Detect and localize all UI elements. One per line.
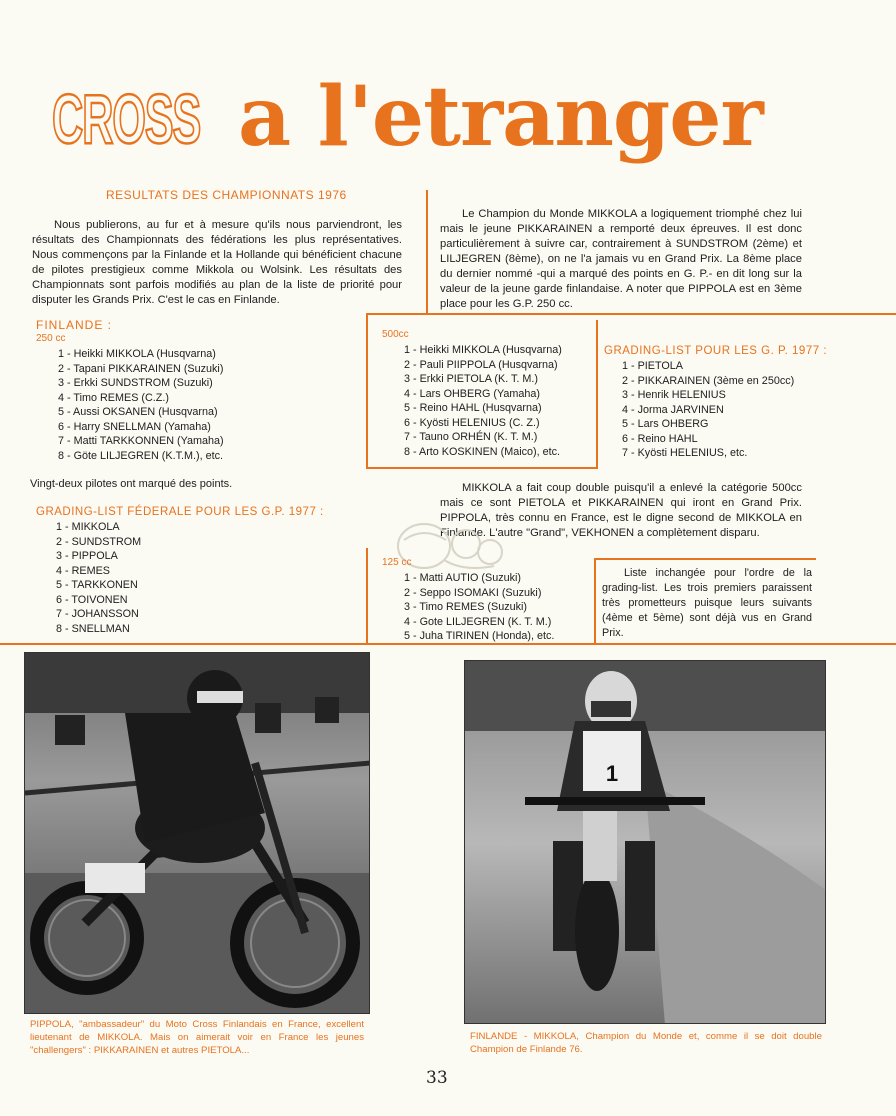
result-250-item: 5 - Aussi OKSANEN (Husqvarna) xyxy=(58,406,218,418)
grading-federale-item: 4 - REMES xyxy=(56,564,110,577)
result-250-item: 6 - Harry SNELLMAN (Yamaha) xyxy=(58,420,211,433)
result-125-item: 5 - Juha TIRINEN (Honda), etc. xyxy=(404,630,555,642)
result-500-item: 3 - Erkki PIETOLA (K. T. M.) xyxy=(404,373,538,385)
grading-1977-list xyxy=(622,359,794,461)
result-250-item: 2 - Tapani PIKKARAINEN (Suzuki) xyxy=(58,362,224,375)
result-125-item: 2 - Seppo ISOMAKI (Suzuki) xyxy=(404,586,542,599)
grading-federale-item: 8 - SNELLMAN xyxy=(56,622,130,635)
liste-box-top-rule xyxy=(596,558,816,560)
liste-paragraph: Liste inchangée pour l'ordre de la grading-list. Les trois premiers paraissent très prometteurs puisque leurs suivants (4ème et 5ème) sont déjà vus en Grand Prix. xyxy=(602,567,812,639)
rider-bib-number: 1 xyxy=(605,761,619,786)
champion-paragraph: Le Champion du Monde MIKKOLA a logiquement triomphé chez lui mais le jeune PIKKARAINEN a remporté deux épreuves. Il est donc particulièrement à suivre car, contrairement à SUNDSTROM (2ème) et LILJEGREN (8ème), on ne l'a jamais vu en Grand Prix. La 8ème place du dernier nommé -qui a marqué des points en G. P.- en dit long sur la valeur de la jeune garde finlandaise. A noter que PIPPOLA est en 3ème place pour les G.P. 250 cc. xyxy=(440,208,802,310)
result-500-item: 7 - Tauno ORHÉN (K. T. M.) xyxy=(404,431,538,443)
result-250-item: 4 - Timo REMES (C.Z.) xyxy=(58,391,169,404)
result-500-item: 8 - Arto KOSKINEN (Maico), etc. xyxy=(404,445,560,458)
grading-1977-item: 5 - Lars OHBERG xyxy=(622,418,709,430)
class-500-label: 500cc xyxy=(382,329,409,340)
grading-1977-item: 3 - Henrik HELENIUS xyxy=(622,389,726,401)
grading-federale-item: 1 - MIKKOLA xyxy=(56,521,120,533)
caption-mikkola: FINLANDE - MIKKOLA, Champion du Monde et, comme il se doit double Champion de Finlande 76. xyxy=(470,1031,822,1055)
page-number: 33 xyxy=(426,1068,448,1088)
result-500-item: 1 - Heikki MIKKOLA (Husqvarna) xyxy=(404,344,562,356)
column-divider xyxy=(426,190,428,314)
grading-federale-item: 5 - TARKKONEN xyxy=(56,579,138,591)
photo-pippola xyxy=(24,652,370,1014)
result-250-item: 1 - Heikki MIKKOLA (Husqvarna) xyxy=(58,348,216,360)
result-125-item: 3 - Timo REMES (Suzuki) xyxy=(404,601,527,613)
grading-federale-item: 3 - PIPPOLA xyxy=(56,550,118,562)
results-250-list xyxy=(58,347,224,463)
caption-pippola: PIPPOLA, "ambassadeur" du Moto Cross Finlandais en France, excellent lieutenant de MIKKOLA. Mais on aimerait voir en France les jeunes "challengers" : PIKKARAINEN et autres PIETOLA... xyxy=(30,1019,364,1056)
result-125-item: 1 - Matti AUTIO (Suzuki) xyxy=(404,572,521,584)
grading-federale-list xyxy=(56,520,141,636)
result-250-item: 3 - Erkki SUNDSTROM (Suzuki) xyxy=(58,377,213,389)
page-title: a l'etranger xyxy=(238,69,763,165)
box-500-top-rule xyxy=(366,313,896,315)
box-125-left-rule xyxy=(366,548,368,644)
grading-1977-item: 7 - Kyösti HELENIUS, etc. xyxy=(622,447,748,459)
grading-federale-item: 2 - SUNDSTROM xyxy=(56,535,142,548)
result-500-item: 2 - Pauli PIIPPOLA (Husqvarna) xyxy=(404,358,558,371)
grading-1977-heading: GRADING-LIST POUR LES G. P. 1977 : xyxy=(604,345,828,357)
photo-section-rule xyxy=(0,643,896,645)
result-250-item: 7 - Matti TARKKONNEN (Yamaha) xyxy=(58,435,224,447)
result-125-item: 4 - Gote LILJEGREN (K. T. M.) xyxy=(404,615,552,628)
box-500-left-rule xyxy=(366,313,368,469)
grading-federale-item: 7 - JOHANSSON xyxy=(56,608,139,620)
results-125-list xyxy=(404,571,554,644)
grading-federale-heading: GRADING-LIST FÉDERALE POUR LES G.P. 1977 : xyxy=(36,506,324,518)
grading-1977-item: 6 - Reino HAHL xyxy=(622,432,698,445)
grading-1977-item: 2 - PIKKARAINEN (3ème en 250cc) xyxy=(622,374,795,387)
result-500-item: 6 - Kyösti HELENIUS (C. Z.) xyxy=(404,416,540,429)
grading-1977-item: 1 - PIETOLA xyxy=(622,360,684,372)
class-125-label: 125 cc xyxy=(382,557,412,568)
result-500-item: 5 - Reino HAHL (Husqvarna) xyxy=(404,402,542,414)
results-heading: RESULTATS DES CHAMPIONNATS 1976 xyxy=(106,188,347,202)
title-cross-outline: CROSS xyxy=(52,80,201,158)
photo-mikkola xyxy=(464,660,826,1024)
liste-box-left-rule xyxy=(594,558,596,644)
finlande-heading-orange: FINLANDE : xyxy=(36,318,113,332)
grading-federale-item: 6 - TOIVONEN xyxy=(56,593,128,606)
grading-divider xyxy=(596,320,598,468)
grading-1977-item: 4 - Jorma JARVINEN xyxy=(622,403,724,416)
box-500-bottom-rule xyxy=(366,467,598,469)
result-500-item: 4 - Lars OHBERG (Yamaha) xyxy=(404,387,540,400)
result-250-item: 8 - Göte LILJEGREN (K.T.M.), etc. xyxy=(58,449,223,462)
class-250-label: 250 cc xyxy=(36,333,66,344)
mikkola-paragraph: MIKKOLA a fait coup double puisqu'il a enlevé la catégorie 500cc mais ce sont PIETOLA et PIKKARAINEN qui iront en Grand Prix. PIPPOLA, très connu en France, est le digne second de MIKKOLA en Finlande. L'autre "Grand", VEKHONEN a complètement disparu. xyxy=(440,482,802,539)
intro-paragraph: Nous publierons, au fur et à mesure qu'ils nous parviendront, les résultats des Championnats des fédérations les plus représentatives. Nous commençons par la Finlande et la Hollande qui bénéficient chacune de pilotes prestigieux comme Mikkola ou Wolsink. Les résultats des Championnats sont parfois modifiés au plan de la liste de priorité pour disputer les Grands Prix. C'est le cas en Finlande. xyxy=(32,219,402,306)
results-500-list xyxy=(404,343,562,459)
points-note: Vingt-deux pilotes ont marqué des points. xyxy=(30,478,233,490)
